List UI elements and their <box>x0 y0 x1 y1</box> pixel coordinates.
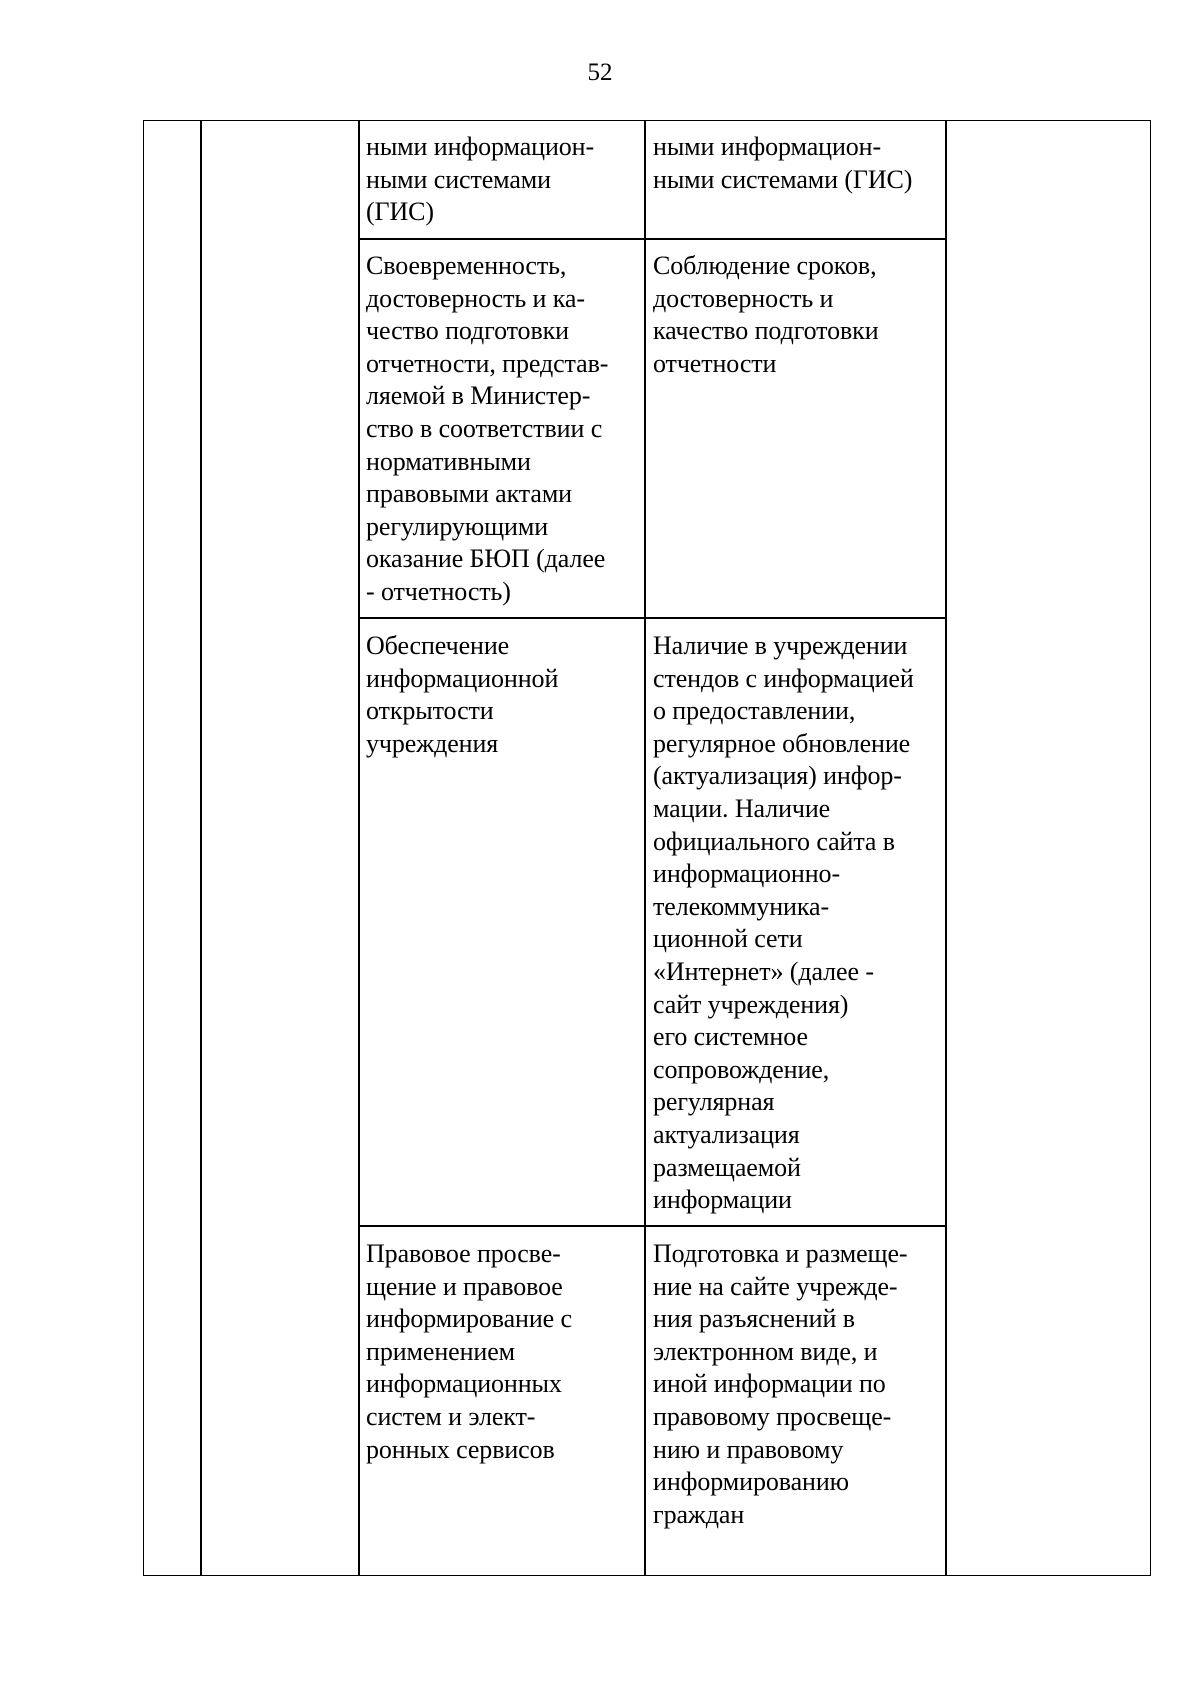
column-border-3 <box>644 120 646 1576</box>
table-cell-indicator: ными информацион- ными системами (ГИС) <box>653 132 913 194</box>
table-cell-indicator: Наличие в учреждении стендов с информацией о предоставлении, регулярное обновление (актуализация) инфор- мации. Наличие официального сайта в информационно- телекоммуника- ционной сети «Интернет» (далее - сайт учреждения) его системное сопровождение, регулярная актуализация размещаемой информации <box>653 631 914 1215</box>
table-cell-indicator: Подготовка и размеще- ние на сайте учрежде- ния разъяснений в электронном виде, и иной информации по правовому просвеще- нию и правовому информированию граждан <box>653 1239 908 1529</box>
row-border-2 <box>358 617 946 619</box>
table-cell-criterion: Правовое просве- щение и правовое информирование с применением информационных систем и элект- ронных сервисов <box>366 1239 572 1464</box>
column-border-4 <box>945 120 947 1576</box>
row-border-3 <box>358 1225 946 1227</box>
table-cell-criterion: Своевременность, достоверность и ка- чество подготовки отчетности, представ- ляемой в Министер- ство в соответствии с нормативными правовыми актами регулирующими оказание БЮП (далее - отчетность) <box>366 251 609 606</box>
column-border-1 <box>200 120 202 1576</box>
column-border-2 <box>358 120 360 1576</box>
page-number: 52 <box>587 59 613 86</box>
table-cell-criterion: Обеспечение информационной открытости учреждения <box>366 631 559 758</box>
table-frame <box>143 120 1151 1576</box>
row-border-1 <box>358 238 946 240</box>
table-cell-indicator: Соблюдение сроков, достоверность и качество подготовки отчетности <box>653 251 879 378</box>
table-cell-criterion: ными информацион- ными системами (ГИС) <box>366 132 595 227</box>
